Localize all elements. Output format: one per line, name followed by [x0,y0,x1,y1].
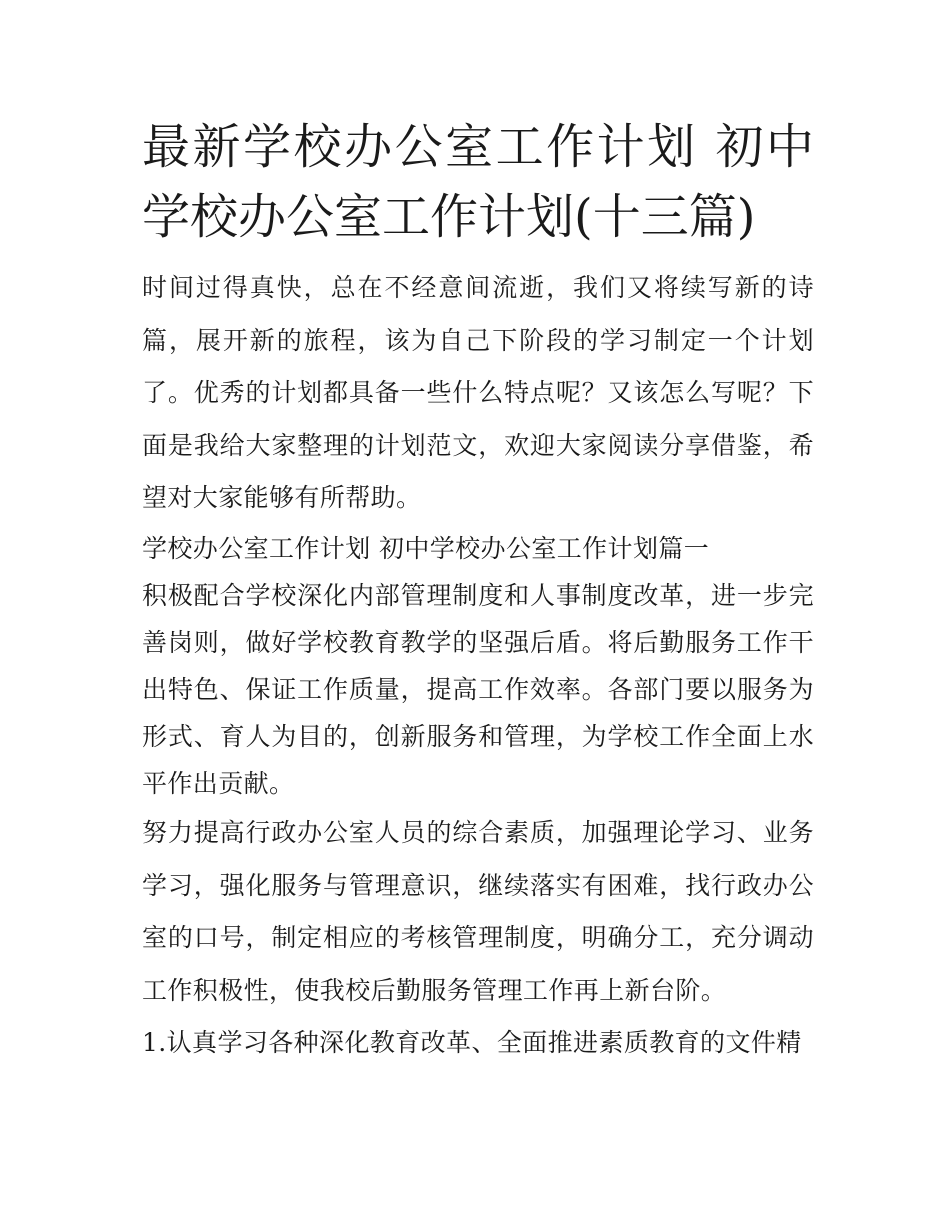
intro-paragraph: 时间过得真快，总在不经意间流逝，我们又将续写新的诗篇，展开新的旅程，该为自己下阶段的学习制定一个计划了。优秀的计划都具备一些什么特点呢？又该怎么写呢？下面是我给大家整理的计划范文，欢迎大家阅读分享借鉴，希望对大家能够有所帮助。 [142,273,814,513]
body-paragraph: 努力提高行政办公室人员的综合素质，加强理论学习、业务学习，强化服务与管理意识，继续落实有困难，找行政办公室的口号，制定相应的考核管理制度，明确分工，充分调动工作积极性，使我校后勤服务管理工作再上新台阶。 [142,817,814,1005]
section-heading: 学校办公室工作计划 初中学校办公室工作计划篇一 [142,533,710,563]
body-paragraph: 1.认真学习各种深化教育改革、全面推进素质教育的文件精 [142,1028,802,1058]
document-title: 最新学校办公室工作计划 初中学校办公室工作计划(十三篇) [142,119,814,245]
body-paragraph: 积极配合学校深化内部管理制度和人事制度改革，进一步完善岗则，做好学校教育教学的坚强后盾。将后勤服务工作干出特色、保证工作质量，提高工作效率。各部门要以服务为形式、育人为目的，创新服务和管理，为学校工作全面上水平作出贡献。 [142,580,814,798]
document-body [142,112,814,1070]
